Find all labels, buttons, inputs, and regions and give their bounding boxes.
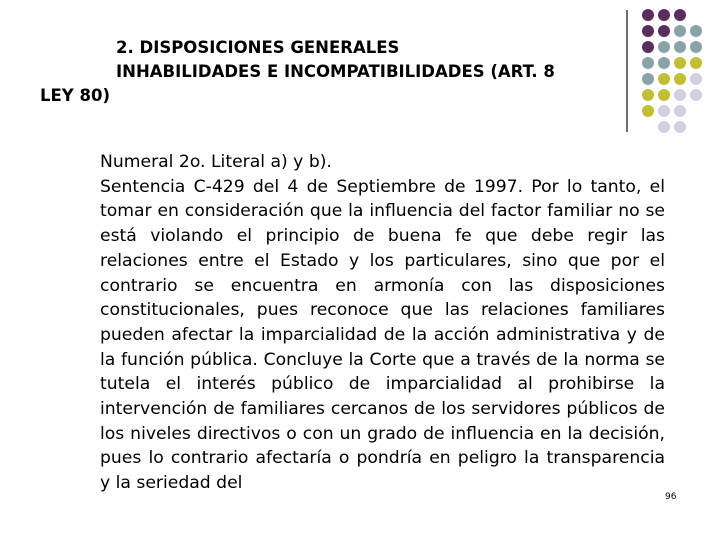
decorative-dot: [658, 89, 670, 101]
decorative-dot-grid: [642, 9, 720, 139]
decorative-dot: [674, 73, 686, 85]
decorative-dot: [674, 89, 686, 101]
decorative-dot: [690, 25, 702, 37]
decorative-dot: [674, 25, 686, 37]
decorative-dot: [674, 121, 686, 133]
slide-body: [100, 150, 665, 496]
decorative-dot: [690, 73, 702, 85]
decorative-dot: [690, 89, 702, 101]
decorative-dot: [642, 9, 654, 21]
decorative-dot: [658, 121, 670, 133]
decorative-dot: [674, 41, 686, 53]
title-line-2: INHABILIDADES E INCOMPATIBILIDADES (ART. 8: [116, 62, 555, 81]
slide-title: [40, 36, 640, 108]
decorative-dot: [690, 57, 702, 69]
decorative-dot: [642, 25, 654, 37]
page-number: 96: [665, 492, 677, 502]
vertical-divider: [626, 10, 628, 132]
decorative-dot: [658, 9, 670, 21]
decorative-dot: [642, 105, 654, 117]
body-paragraph: Sentencia C-429 del 4 de Septiembre de 1997. Por lo tanto, el tomar en consideración que la influencia del factor familiar no se está violando el principio de buena fe que debe regir las relaciones entre el Estado y los particulares, sino que por el contrario se encuentra en armonía con las disposiciones constitucionales, pues reconoce que las relaciones familiares pueden afectar la imparcialidad de la acción administrativa y de la función pública. Concluye la Corte que a través de la norma se tutela el interés público de imparcialidad al prohibirse la intervención de familiares cercanos de los servidores públicos de los niveles directivos o con un grado de influencia en la decisión, pues lo contrario afectaría o pondría en peligro la transparencia y la seriedad del: [100, 176, 665, 494]
decorative-dot: [658, 57, 670, 69]
decorative-dot: [658, 105, 670, 117]
section-heading: Numeral 2o. Literal a) y b).: [100, 152, 332, 172]
decorative-dot: [642, 73, 654, 85]
decorative-dot: [658, 73, 670, 85]
decorative-dot: [674, 105, 686, 117]
decorative-dot: [658, 25, 670, 37]
title-line-3: LEY 80): [40, 86, 110, 105]
decorative-dot: [642, 57, 654, 69]
title-line-1: 2. DISPOSICIONES GENERALES: [116, 38, 400, 57]
decorative-dot: [674, 57, 686, 69]
decorative-dot: [658, 41, 670, 53]
decorative-dot: [642, 89, 654, 101]
decorative-dot: [690, 41, 702, 53]
decorative-dot: [642, 41, 654, 53]
decorative-dot: [674, 9, 686, 21]
